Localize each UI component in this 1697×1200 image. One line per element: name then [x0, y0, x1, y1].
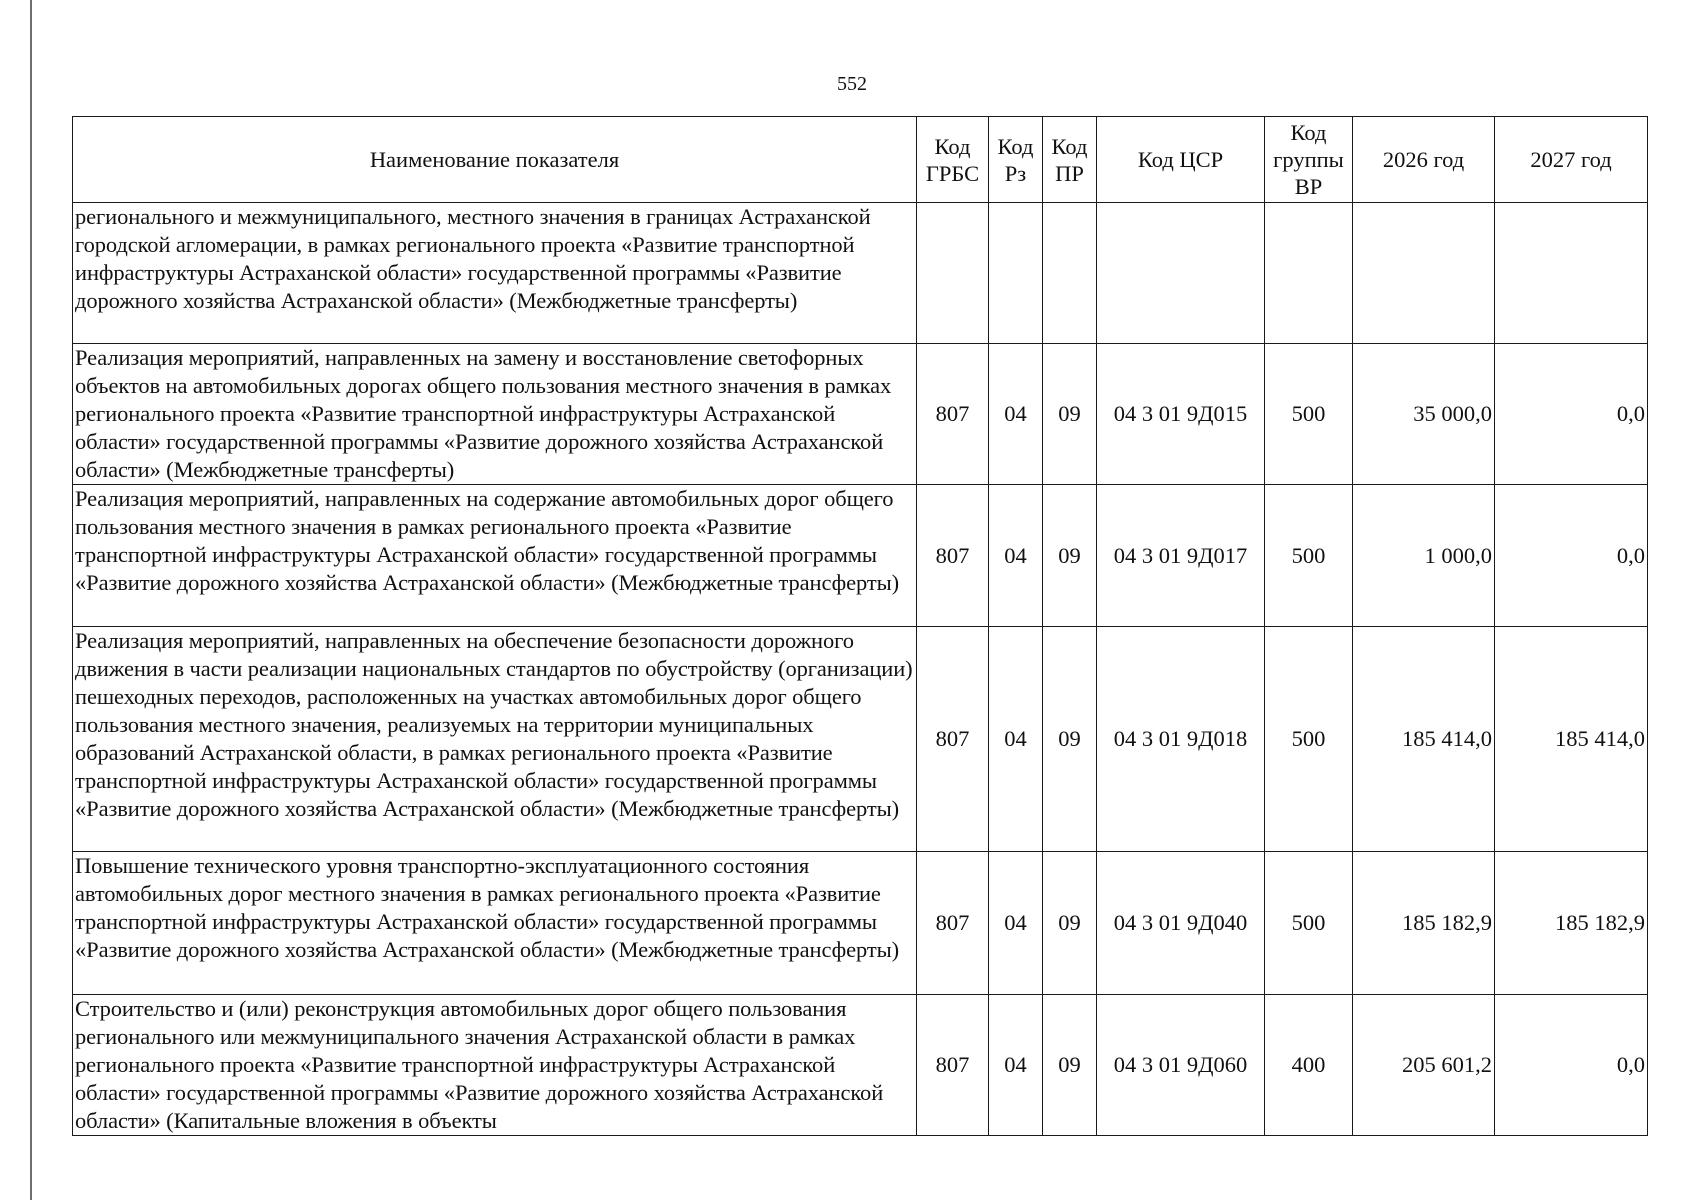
table-header-row	[73, 117, 1648, 203]
cell-grbs: 807	[917, 852, 989, 995]
cell-csr	[1097, 203, 1265, 344]
table-row	[73, 627, 1648, 852]
cell-indicator-name: Повышение технического уровня транспортно-эксплуатационного состояния автомобильных дорог местного значения в рамках регионального проекта «Развитие транспортной инфраструктуры Астраханской области» государственной программы «Развитие дорожного хозяйства Астраханской области» (Межбюджетные трансферты)	[73, 852, 917, 995]
cell-amount-2026: 185 414,0	[1353, 627, 1495, 852]
cell-amount-2027	[1495, 203, 1648, 344]
cell-indicator-name: Реализация мероприятий, направленных на замену и восстановление светофорных объектов на автомобильных дорогах общего пользования местного значения в рамках регионального проекта «Развитие транспортной инфраструктуры Астраханской области» государственной программы «Развитие дорожного хозяйства Астраханской области» (Межбюджетные трансферты)	[73, 344, 917, 485]
cell-vr: 500	[1265, 627, 1353, 852]
cell-vr: 500	[1265, 852, 1353, 995]
header-csr-code: Код ЦСР	[1097, 117, 1265, 203]
cell-vr: 400	[1265, 995, 1353, 1136]
cell-indicator-name: Реализация мероприятий, направленных на обеспечение безопасности дорожного движения в части реализации национальных стандартов по обустройству (организации) пешеходных переходов, расположенных на участках автомобильных дорог общего пользования местного значения, реализуемых на территории муниципальных образований Астраханской области, в рамках регионального проекта «Развитие транспортной инфраструктуры Астраханской области» государственной программы «Развитие дорожного хозяйства Астраханской области» (Межбюджетные трансферты)	[73, 627, 917, 852]
table-row	[73, 485, 1648, 627]
cell-amount-2027: 0,0	[1495, 344, 1648, 485]
cell-csr: 04 3 01 9Д017	[1097, 485, 1265, 627]
page-margin-line	[30, 0, 32, 1200]
cell-csr: 04 3 01 9Д060	[1097, 995, 1265, 1136]
table-row	[73, 995, 1648, 1136]
table-row	[73, 344, 1648, 485]
header-year-2026: 2026 год	[1353, 117, 1495, 203]
cell-vr	[1265, 203, 1353, 344]
cell-rz: 04	[989, 485, 1043, 627]
cell-csr: 04 3 01 9Д040	[1097, 852, 1265, 995]
cell-grbs: 807	[917, 627, 989, 852]
cell-amount-2026: 35 000,0	[1353, 344, 1495, 485]
header-vr-group-code: Код группы ВР	[1265, 117, 1353, 203]
cell-csr: 04 3 01 9Д015	[1097, 344, 1265, 485]
table-row	[73, 203, 1648, 344]
cell-pr: 09	[1043, 344, 1097, 485]
table-row	[73, 852, 1648, 995]
header-indicator-name: Наименование показателя	[73, 117, 917, 203]
cell-amount-2027: 185 414,0	[1495, 627, 1648, 852]
cell-amount-2027: 0,0	[1495, 485, 1648, 627]
cell-vr: 500	[1265, 485, 1353, 627]
cell-rz: 04	[989, 995, 1043, 1136]
cell-rz	[989, 203, 1043, 344]
cell-amount-2027: 0,0	[1495, 995, 1648, 1136]
cell-pr: 09	[1043, 485, 1097, 627]
cell-rz: 04	[989, 344, 1043, 485]
page-number: 552	[837, 73, 867, 95]
cell-rz: 04	[989, 852, 1043, 995]
budget-table	[72, 116, 1648, 1136]
cell-pr: 09	[1043, 627, 1097, 852]
cell-amount-2026: 205 601,2	[1353, 995, 1495, 1136]
cell-grbs: 807	[917, 485, 989, 627]
cell-vr: 500	[1265, 344, 1353, 485]
cell-pr: 09	[1043, 852, 1097, 995]
cell-pr	[1043, 203, 1097, 344]
header-pr-code: Код ПР	[1043, 117, 1097, 203]
cell-amount-2026	[1353, 203, 1495, 344]
cell-rz: 04	[989, 627, 1043, 852]
cell-grbs	[917, 203, 989, 344]
header-grbs-code: Код ГРБС	[917, 117, 989, 203]
cell-grbs: 807	[917, 344, 989, 485]
header-year-2027: 2027 год	[1495, 117, 1648, 203]
cell-csr: 04 3 01 9Д018	[1097, 627, 1265, 852]
header-rz-code: Код Рз	[989, 117, 1043, 203]
cell-amount-2027: 185 182,9	[1495, 852, 1648, 995]
cell-indicator-name: регионального и межмуниципального, местного значения в границах Астраханской городской агломерации, в рамках регионального проекта «Развитие транспортной инфраструктуры Астраханской области» государственной программы «Развитие дорожного хозяйства Астраханской области» (Межбюджетные трансферты)	[73, 203, 917, 344]
cell-pr: 09	[1043, 995, 1097, 1136]
cell-indicator-name: Строительство и (или) реконструкция автомобильных дорог общего пользования регионального или межмуниципального значения Астраханской области в рамках регионального проекта «Развитие транспортной инфраструктуры Астраханской области» государственной программы «Развитие дорожного хозяйства Астраханской области» (Капитальные вложения в объекты	[73, 995, 917, 1136]
cell-grbs: 807	[917, 995, 989, 1136]
cell-indicator-name: Реализация мероприятий, направленных на содержание автомобильных дорог общего пользования местного значения в рамках регионального проекта «Развитие транспортной инфраструктуры Астраханской области» государственной программы «Развитие дорожного хозяйства Астраханской области» (Межбюджетные трансферты)	[73, 485, 917, 627]
cell-amount-2026: 1 000,0	[1353, 485, 1495, 627]
cell-amount-2026: 185 182,9	[1353, 852, 1495, 995]
